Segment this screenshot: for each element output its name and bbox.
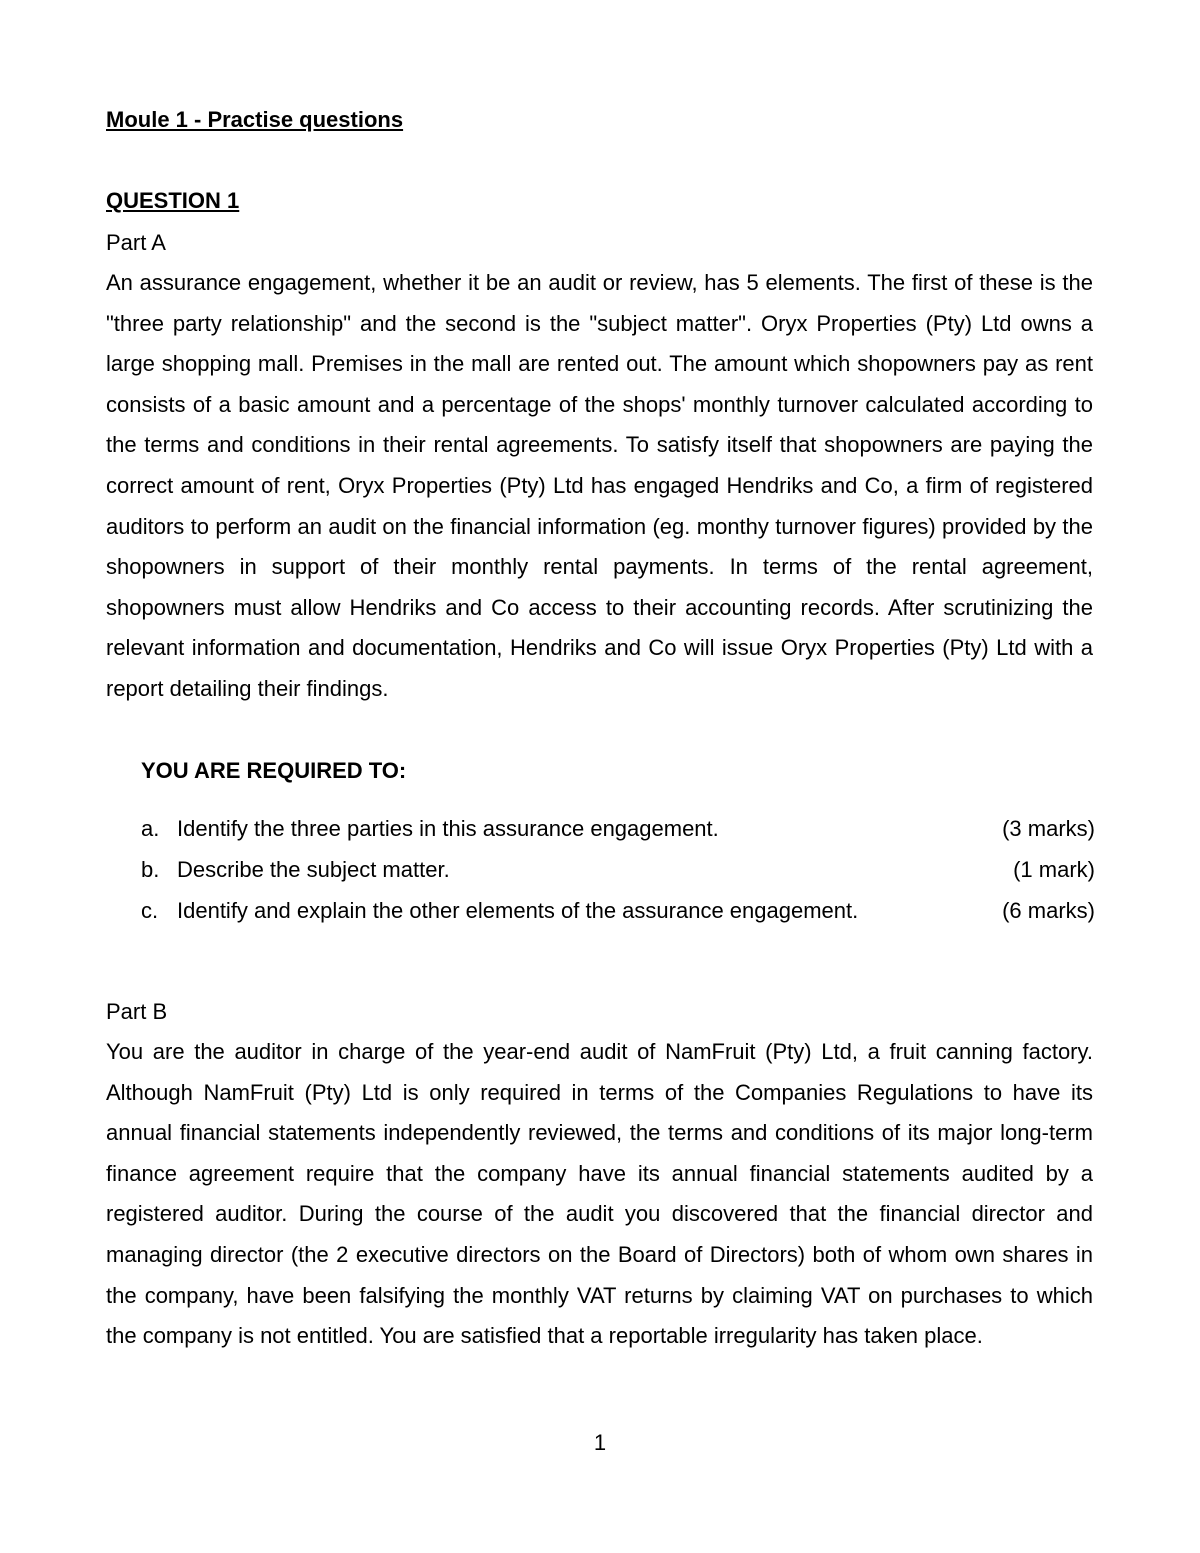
page-number: 1 [593, 1430, 607, 1455]
requirement-item-c [141, 896, 1095, 937]
part-b-paragraph: You are the auditor in charge of the year-end audit of NamFruit (Pty) Ltd, a fruit canning factory. Although NamFruit (Pty) Ltd is only required in terms of the Companies Regulations to have its annual financial statements independently reviewed, the terms and conditions of its major long-term finance agreement require that the company have its annual financial statements audited by a registered auditor. During the course of the audit you discovered that the financial director and managing director (the 2 executive directors on the Board of Directors) both of whom own shares in the company, have been falsifying the monthly VAT returns by claiming VAT on purchases to which the company is not entitled. You are satisfied that a reportable irregularity has taken place. [106, 1039, 1093, 1349]
requirements-list [141, 814, 1095, 937]
requirement-letter: c. [141, 898, 159, 923]
requirement-text: Describe the subject matter. [177, 857, 450, 882]
question-heading: QUESTION 1 [106, 188, 240, 213]
requirement-letter: a. [141, 816, 160, 841]
requirement-marks: (3 marks) [1002, 816, 1095, 841]
document-title: Moule 1 - Practise questions [106, 107, 404, 132]
part-a-label: Part A [106, 230, 166, 255]
requirement-text: Identify the three parties in this assurance engagement. [177, 816, 719, 841]
requirement-item-b [141, 855, 1095, 896]
requirement-marks: (1 mark) [1013, 857, 1095, 882]
requirement-item-a [141, 814, 1095, 855]
required-heading: YOU ARE REQUIRED TO: [141, 758, 407, 783]
part-b-label: Part B [106, 999, 168, 1024]
part-a-paragraph: An assurance engagement, whether it be an audit or review, has 5 elements. The first of these is the "three party relationship" and the second is the "subject matter". Oryx Properties (Pty) Ltd owns a large shopping mall. Premises in the mall are rented out. The amount which shopowners pay as rent consists of a basic amount and a percentage of the shops' monthly turnover calculated according to the terms and conditions in their rental agreements. To satisfy itself that shopowners are paying the correct amount of rent, Oryx Properties (Pty) Ltd has engaged Hendriks and Co, a firm of registered auditors to perform an audit on the financial information (eg. monthy turnover figures) provided by the shopowners in support of their monthly rental payments. In terms of the rental agreement, shopowners must allow Hendriks and Co access to their accounting records. After scrutinizing the relevant information and documentation, Hendriks and Co will issue Oryx Properties (Pty) Ltd with a report detailing their findings. [106, 270, 1093, 701]
requirement-text: Identify and explain the other elements of the assurance engagement. [177, 898, 859, 923]
requirement-letter: b. [141, 857, 160, 882]
requirement-marks: (6 marks) [1002, 898, 1095, 923]
